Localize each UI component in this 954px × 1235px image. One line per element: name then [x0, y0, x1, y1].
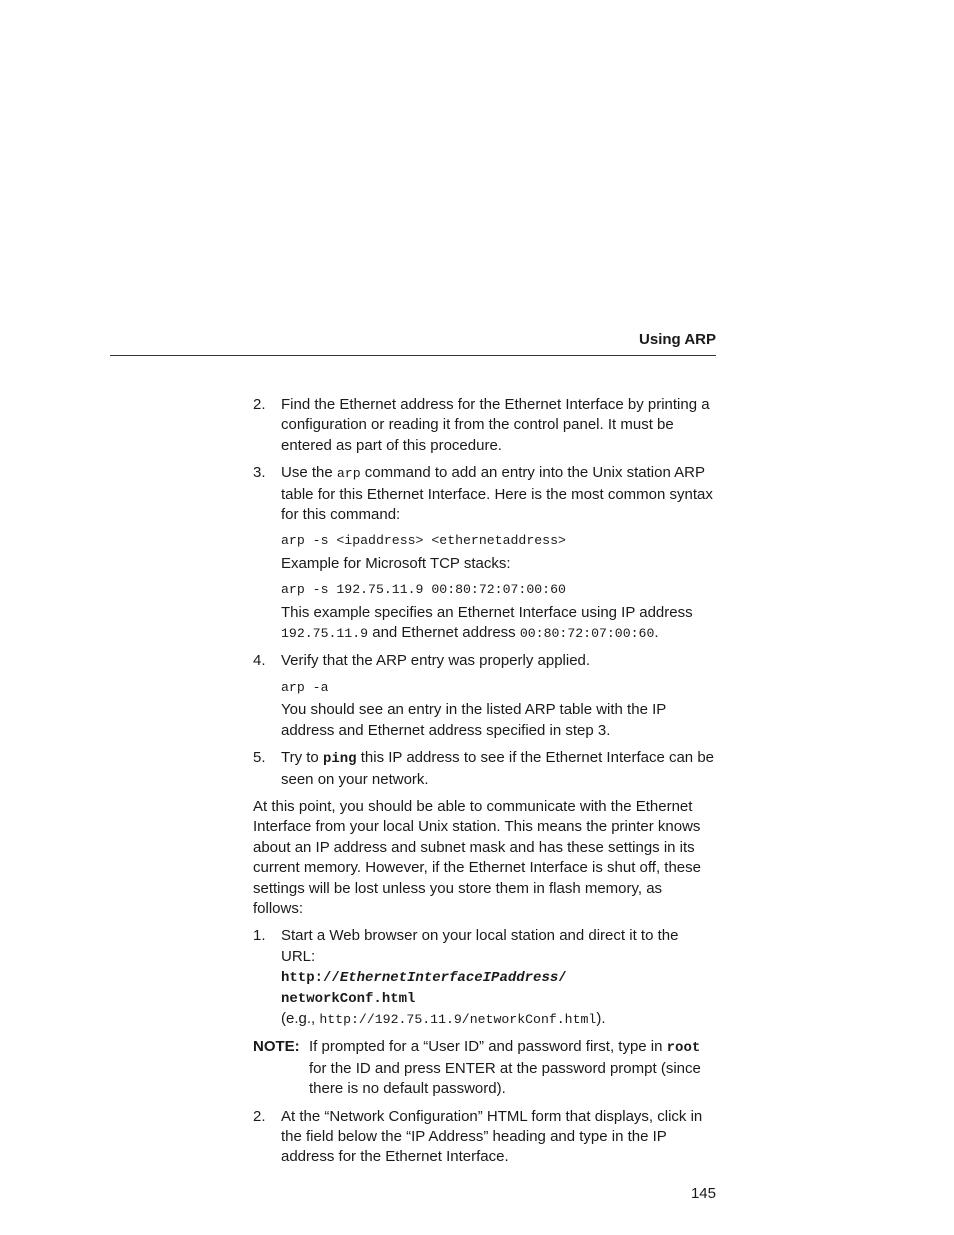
step-text-part: command to add an entry into the Unix station ARP table for this Ethernet Interface. Here is the most common syntax for this command:: [281, 464, 713, 524]
step-text-part: Use the: [281, 464, 333, 482]
step-4-verify-arp: [253, 651, 716, 741]
inline-command: arp: [336, 466, 361, 482]
step-5-ping: [253, 748, 716, 790]
url-template: [281, 967, 716, 988]
step-text-part: this IP address to see if the Ethernet Interface can be seen on your network.: [281, 749, 715, 788]
step-3-add-arp-entry: [253, 463, 716, 644]
step-text: Verify that the ARP entry was properly applied.: [281, 652, 591, 670]
running-header-title: Using ARP: [639, 331, 716, 348]
step-text: [281, 463, 716, 525]
note-text: for the ID and press ENTER at the password prompt (since there is no default password).: [309, 1059, 701, 1098]
example-url: http://192.75.11.9/networkConf.html: [319, 1011, 597, 1027]
step-number: 3.: [253, 464, 266, 482]
url-prefix: http://: [281, 970, 340, 987]
url-slash: /: [558, 970, 567, 987]
code-syntax: arp -s <ipaddress> <ethernetaddress>: [281, 533, 566, 549]
explanation-text: This example specifies an Ethernet Interface using IP address: [281, 603, 693, 621]
url-example: [281, 1009, 716, 1030]
header-rule: [110, 355, 716, 356]
main-content: [253, 395, 716, 1175]
step-number: 2.: [253, 396, 266, 413]
step-number: 5.: [253, 749, 266, 767]
code-arp-a: arp -a: [281, 679, 329, 695]
inline-command-ping: ping: [322, 751, 357, 768]
step-2-network-configuration: [253, 1107, 716, 1168]
page-number: 145: [690, 1185, 716, 1202]
url-page: networkConf.html: [281, 990, 416, 1007]
code-example: arp -s 192.75.11.9 00:80:72:07:00:60: [281, 582, 566, 598]
explanation-period: .: [654, 624, 659, 642]
note-label: NOTE:: [253, 1038, 300, 1056]
note-text: If prompted for a “User ID” and password first, type in: [309, 1038, 663, 1056]
url-variable: EthernetInterfaceIPaddress: [339, 970, 559, 987]
step-1-open-browser: [253, 926, 716, 1030]
example-explanation: [281, 603, 716, 645]
example-closing: ).: [596, 1009, 606, 1027]
step-text: Find the Ethernet address for the Ethernet Interface by printing a configuration or reading it from the control panel. It must be entered as part of this procedure.: [281, 396, 710, 454]
step-result-text: You should see an entry in the listed ARP table with the IP address and Ethernet address specified in step 3.: [281, 701, 666, 739]
note-block: [253, 1037, 716, 1099]
example-label: (e.g.,: [281, 1009, 316, 1027]
example-intro: Example for Microsoft TCP stacks:: [281, 554, 511, 572]
step-text: Start a Web browser on your local station and direct it to the URL:: [281, 927, 679, 965]
step-number: 1.: [253, 927, 266, 945]
step-2-find-ethernet-address: [253, 395, 716, 456]
step-number: 4.: [253, 652, 266, 670]
step-number: 2.: [253, 1107, 266, 1125]
inline-ethernet-address: 00:80:72:07:00:60: [519, 626, 655, 642]
step-text-part: Try to: [281, 749, 319, 767]
body-paragraph: At this point, you should be able to communicate with the Ethernet Interface from your local Unix station. This means the printer knows about an IP address and subnet mask and has these settings in its current memory. However, if the Ethernet Interface is shut off, these settings will be lost unless you store them in flash memory, as follows:: [253, 797, 701, 917]
step-text: At the “Network Configuration” HTML form that displays, click in the field below the “IP Address” heading and type in the IP address for the Ethernet Interface.: [281, 1107, 703, 1166]
inline-ip-address: 192.75.11.9: [281, 626, 369, 642]
inline-command-root: root: [666, 1040, 701, 1057]
explanation-text: and Ethernet address: [372, 624, 516, 642]
